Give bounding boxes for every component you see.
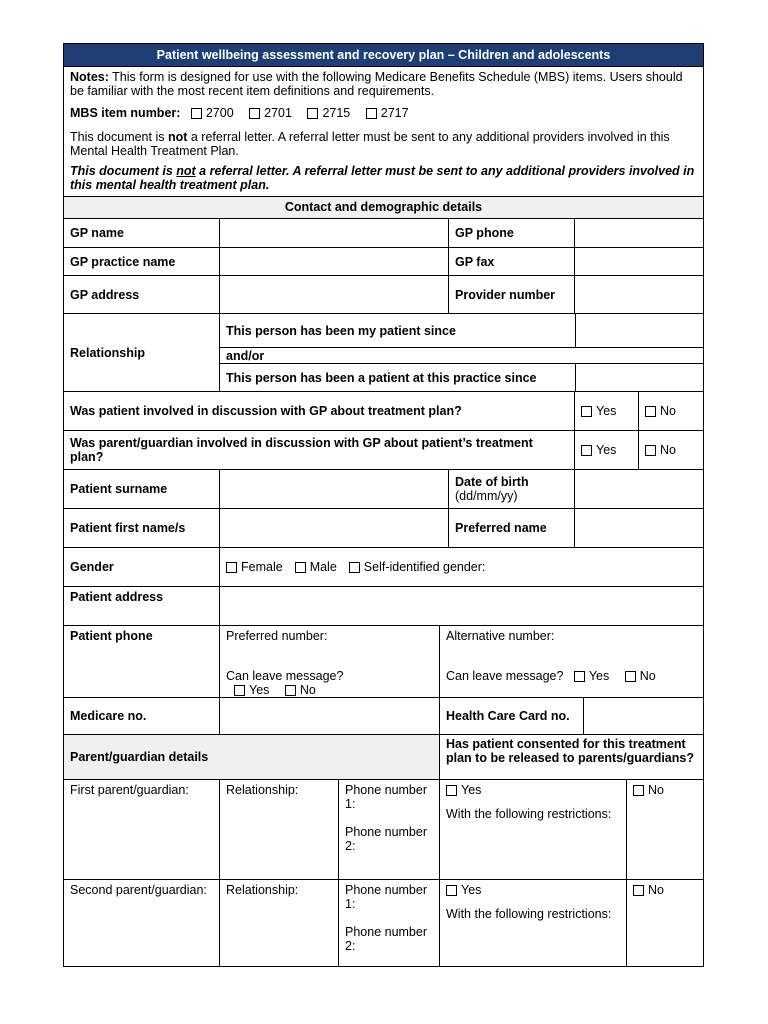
preferred-message-no[interactable]: No: [285, 683, 316, 697]
medicare-field[interactable]: [219, 698, 439, 734]
gp-phone-label: GP phone: [448, 219, 574, 247]
patient-surname-field[interactable]: [219, 470, 448, 508]
gender-self-identified-option[interactable]: Self-identified gender:: [349, 560, 486, 574]
guardian-section-label: Parent/guardian details: [64, 735, 439, 779]
second-guardian-yes[interactable]: Yes: [446, 883, 620, 897]
gender-female-option[interactable]: Female: [226, 560, 283, 574]
alternative-number-cell[interactable]: [439, 626, 703, 697]
checkbox[interactable]: [581, 406, 592, 417]
patient-involved-no[interactable]: No: [638, 392, 703, 430]
can-leave-message-label: Can leave message?: [446, 669, 564, 683]
gp-fax-field[interactable]: [574, 248, 703, 275]
medicare-row: [64, 698, 703, 735]
first-guardian-consent[interactable]: [439, 780, 626, 879]
notes-paragraph: [70, 70, 697, 98]
practice-since-row: [220, 364, 703, 391]
gender-options: [219, 548, 703, 586]
patient-involved-yes[interactable]: Yes: [574, 392, 638, 430]
patient-since-row: [220, 314, 703, 348]
second-guardian-row: [64, 880, 703, 966]
first-guardian-label: First parent/guardian:: [70, 783, 189, 797]
second-guardian-consent[interactable]: [439, 880, 626, 966]
preferred-number-cell[interactable]: [219, 626, 439, 697]
relationship-details: [219, 314, 703, 391]
medicare-label: Medicare no.: [70, 709, 147, 723]
gp-practice-row: [64, 248, 703, 276]
gp-name-label: GP name: [70, 226, 124, 240]
parent-involved-yes[interactable]: Yes: [574, 431, 638, 469]
checkbox[interactable]: [349, 562, 360, 573]
checkbox[interactable]: [645, 445, 656, 456]
relationship-label: Relationship: [70, 345, 146, 360]
mbs-item-row: [70, 106, 697, 120]
checkbox[interactable]: [633, 785, 644, 796]
patient-address-field[interactable]: [219, 587, 703, 625]
referral-note-italic: This document is not a referral letter. A referral letter must be sent to any additional providers involved in this mental health treatment plan.: [70, 164, 695, 192]
gender-male-option[interactable]: Male: [295, 560, 337, 574]
second-guardian-phones[interactable]: [338, 880, 439, 966]
gender-label: Gender: [70, 560, 114, 574]
alternative-number-label: Alternative number:: [446, 629, 555, 643]
preferred-number-label: Preferred number:: [226, 629, 328, 643]
patient-surname-row: [64, 470, 703, 509]
second-guardian-no[interactable]: No: [626, 880, 703, 966]
checkbox[interactable]: [295, 562, 306, 573]
checkbox[interactable]: [191, 108, 202, 119]
preferred-message-yes[interactable]: Yes: [234, 683, 269, 697]
phone-number-1-label: Phone number 1:: [345, 783, 428, 811]
checkbox[interactable]: [249, 108, 260, 119]
contact-section-heading: Contact and demographic details: [64, 197, 703, 219]
checkbox[interactable]: [307, 108, 318, 119]
first-guardian-yes[interactable]: Yes: [446, 783, 620, 797]
dob-label: Date of birth (dd/mm/yy): [448, 470, 574, 508]
consent-question: Has patient consented for this treatment plan to be released to parents/guardians?: [439, 735, 703, 779]
notes-label: Notes:: [70, 70, 109, 84]
alternative-message-no[interactable]: No: [625, 669, 656, 683]
mbs-2715-option[interactable]: 2715: [307, 106, 350, 120]
patient-first-name-field[interactable]: [219, 509, 448, 547]
dob-format: (dd/mm/yy): [455, 489, 518, 503]
dob-field[interactable]: [574, 470, 703, 508]
gp-phone-field[interactable]: [574, 219, 703, 247]
first-guardian-no[interactable]: No: [626, 780, 703, 879]
checkbox[interactable]: [446, 785, 457, 796]
mbs-2701-option[interactable]: 2701: [249, 106, 292, 120]
phone-number-2-label: Phone number 2:: [345, 925, 428, 953]
preferred-name-label: Preferred name: [448, 509, 574, 547]
second-guardian-relationship[interactable]: Relationship:: [219, 880, 338, 966]
gp-fax-label: GP fax: [448, 248, 574, 275]
first-guardian-relationship[interactable]: Relationship:: [219, 780, 338, 879]
alternative-message-yes[interactable]: Yes: [574, 669, 609, 683]
referral-note: This document is not a referral letter. A referral letter must be sent to any additional providers involved in this Mental Health Treatment Plan.: [70, 130, 670, 158]
checkbox[interactable]: [285, 685, 296, 696]
restrictions-label: With the following restrictions:: [446, 807, 612, 821]
gender-row: [64, 548, 703, 587]
can-leave-message-label: Can leave message?: [226, 669, 344, 683]
practice-since-label: This person has been a patient at this practice since: [226, 370, 537, 385]
patient-phone-row: [64, 626, 703, 698]
restrictions-label: With the following restrictions:: [446, 907, 612, 921]
patient-since-label: This person has been my patient since: [226, 323, 456, 338]
provider-number-label: Provider number: [448, 276, 574, 313]
checkbox[interactable]: [625, 671, 636, 682]
gp-practice-label: GP practice name: [70, 254, 176, 269]
parent-involved-no[interactable]: No: [638, 431, 703, 469]
notes-section: [64, 67, 703, 197]
checkbox[interactable]: [366, 108, 377, 119]
alt-message-row: [446, 669, 697, 683]
checkbox[interactable]: [234, 685, 245, 696]
health-care-card-field[interactable]: [583, 698, 703, 734]
phone-number-2-label: Phone number 2:: [345, 825, 428, 853]
patient-address-label: Patient address: [70, 590, 164, 604]
form-title: Patient wellbeing assessment and recovery plan – Children and adolescents: [64, 44, 703, 67]
second-guardian-label: Second parent/guardian:: [70, 883, 207, 897]
health-care-card-label: Health Care Card no.: [439, 698, 583, 734]
and-or-label: and/or: [226, 349, 265, 363]
patient-involved-row: [64, 392, 703, 431]
patient-address-row: [64, 587, 703, 626]
patient-first-name-label: Patient first name/s: [70, 521, 186, 535]
checkbox[interactable]: [574, 671, 585, 682]
checkbox[interactable]: [226, 562, 237, 573]
guardian-heading-row: [64, 735, 703, 780]
preferred-name-field[interactable]: [574, 509, 703, 547]
phone-number-1-label: Phone number 1:: [345, 883, 428, 911]
parent-involved-question: Was parent/guardian involved in discussion with GP about patient’s treatment plan?: [70, 436, 533, 464]
mbs-2700-option[interactable]: 2700: [191, 106, 234, 120]
gp-address-row: [64, 276, 703, 314]
assessment-form: [63, 43, 704, 967]
practice-since-field[interactable]: [575, 364, 703, 391]
gp-name-row: [64, 219, 703, 248]
gp-address-label: GP address: [70, 287, 140, 302]
first-guardian-phones[interactable]: [338, 780, 439, 879]
relationship-row: [64, 314, 703, 392]
checkbox[interactable]: [581, 445, 592, 456]
notes-text: This form is designed for use with the following Medicare Benefits Schedule (MBS) items. Users should be familiar with the most recent item definitions and requirements.: [70, 70, 683, 98]
checkbox[interactable]: [633, 885, 644, 896]
patient-surname-label: Patient surname: [70, 482, 168, 496]
gp-address-field[interactable]: [219, 276, 448, 313]
and-or-row: [220, 348, 703, 364]
checkbox[interactable]: [446, 885, 457, 896]
checkbox[interactable]: [645, 406, 656, 417]
gp-practice-field[interactable]: [219, 248, 448, 275]
mbs-label: MBS item number:: [70, 106, 181, 120]
patient-involved-question: Was patient involved in discussion with GP about treatment plan?: [70, 404, 462, 418]
patient-since-field[interactable]: [575, 314, 703, 347]
parent-involved-row: [64, 431, 703, 470]
patient-first-name-row: [64, 509, 703, 548]
provider-number-field[interactable]: [574, 276, 703, 313]
patient-phone-label: Patient phone: [70, 629, 153, 643]
mbs-2717-option[interactable]: 2717: [366, 106, 409, 120]
first-guardian-row: [64, 780, 703, 880]
